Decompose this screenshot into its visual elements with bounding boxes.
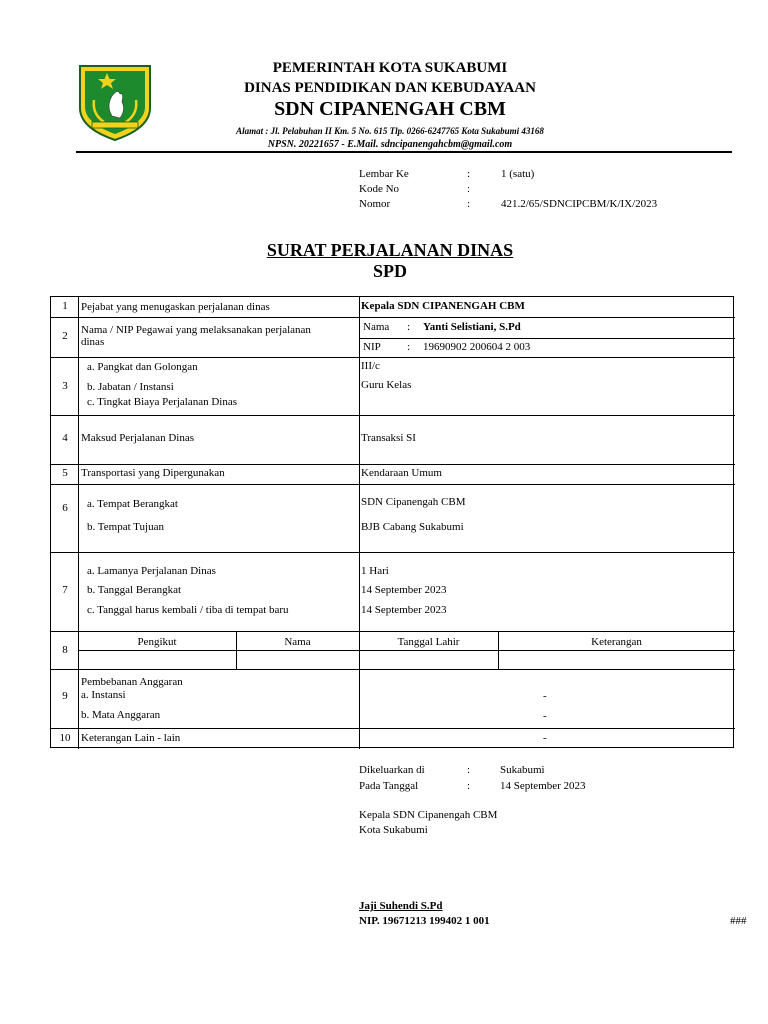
grid-line [78, 650, 735, 651]
header-department: DINAS PENDIDIKAN DAN KEBUDAYAAN [244, 80, 536, 96]
row-value: Guru Kelas [361, 379, 412, 391]
header-divider [76, 151, 732, 153]
row-number: 8 [62, 644, 68, 656]
meta-colon: : [467, 168, 471, 180]
nama-colon: : [407, 321, 411, 333]
row-value: BJB Cabang Sukabumi [361, 521, 464, 533]
header-government: PEMERINTAH KOTA SUKABUMI [272, 60, 508, 76]
row-number: 6 [62, 502, 68, 514]
meta-row [359, 183, 719, 198]
row-label: c. Tanggal harus kembali / tiba di tempat baru [87, 604, 289, 616]
corner-mark: ### [730, 915, 747, 927]
row-label: dinas [81, 336, 105, 348]
employee-nip: 19690902 200604 2 003 [423, 341, 531, 353]
grid-line [51, 415, 735, 416]
row-number: 7 [62, 584, 68, 596]
row-value: 1 Hari [361, 565, 389, 577]
row-number: 9 [62, 690, 68, 702]
document-subtitle: SPD [372, 261, 407, 281]
grid-line [51, 464, 735, 465]
row-value: - [543, 710, 547, 722]
meta-colon: : [467, 198, 471, 210]
row-label: a. Tempat Berangkat [87, 498, 178, 510]
row-label: b. Tempat Tujuan [87, 521, 164, 533]
grid-line [51, 552, 735, 553]
row-number: 1 [62, 300, 68, 312]
row-label: Maksud Perjalanan Dinas [81, 432, 195, 444]
row-value: 14 September 2023 [361, 604, 447, 616]
row-label: a. Lamanya Perjalanan Dinas [87, 565, 216, 577]
meta-row [359, 198, 719, 213]
nama-label: Nama [363, 321, 390, 333]
col-header-name: Nama [284, 636, 311, 648]
issued-label: Dikeluarkan di [359, 764, 425, 776]
issued-date: 14 September 2023 [500, 780, 586, 792]
grid-line [359, 338, 735, 339]
nip-label: NIP [363, 341, 381, 353]
row-number: 5 [62, 467, 68, 479]
issued-place: Sukabumi [500, 764, 545, 776]
spd-table [50, 296, 734, 748]
row-label: Keterangan Lain - lain [81, 732, 181, 744]
meta-row [359, 168, 719, 183]
city-emblem-logo [76, 62, 154, 142]
col-header-follower: Pengikut [137, 636, 177, 648]
col-header-birthdate: Tanggal Lahir [397, 636, 460, 648]
row-value: 14 September 2023 [361, 584, 447, 596]
meta-label: Nomor [359, 198, 391, 210]
row-label: Nama / NIP Pegawai yang melaksanakan perjalanan [81, 324, 311, 336]
row-label: a. Instansi [81, 689, 126, 701]
header-school-name: SDN CIPANENGAH CBM [274, 98, 506, 120]
grid-line [51, 669, 735, 670]
meta-label: Lembar Ke [359, 168, 409, 180]
nip-colon: : [407, 341, 411, 353]
grid-line [51, 484, 735, 485]
grid-line [78, 297, 79, 749]
row-label: Transportasi yang Dipergunakan [81, 467, 225, 479]
row-number: 2 [62, 330, 68, 342]
row-value: - [543, 732, 547, 744]
grid-line [51, 728, 735, 729]
grid-line [51, 357, 735, 358]
row-value: III/c [361, 360, 380, 372]
meta-value: 1 (satu) [501, 168, 535, 180]
signer-city: Kota Sukabumi [359, 824, 428, 836]
row-label: c. Tingkat Biaya Perjalanan Dinas [87, 396, 238, 408]
row-label: Pembebanan Anggaran [81, 676, 183, 688]
row-value: Transaksi SI [361, 432, 416, 444]
row-value: - [543, 690, 547, 702]
row-label: a. Pangkat dan Golongan [87, 361, 198, 373]
issued-colon: : [467, 764, 471, 776]
signer-nip: NIP. 19671213 199402 1 001 [359, 915, 490, 927]
signer-position: Kepala SDN Cipanengah CBM [359, 809, 498, 821]
meta-label: Kode No [359, 183, 400, 195]
header-npsn-email: NPSN. 20221657 - E.Mail. sdncipanengahcbm@gmail.com [267, 139, 513, 150]
date-label: Pada Tanggal [359, 780, 419, 792]
grid-line [51, 631, 735, 632]
letter-meta [359, 168, 719, 213]
meta-value: 421.2/65/SDNCIPCBM/K/IX/2023 [501, 198, 658, 210]
row-label: b. Jabatan / Instansi [87, 381, 174, 393]
row-number: 10 [59, 732, 71, 744]
row-number: 4 [62, 432, 68, 444]
row-label: b. Tanggal Berangkat [87, 584, 182, 596]
document-title: SURAT PERJALANAN DINAS [266, 240, 514, 260]
row-label: b. Mata Anggaran [81, 709, 161, 721]
grid-line [51, 317, 735, 318]
col-header-notes: Keterangan [591, 636, 642, 648]
employee-name: Yanti Selistiani, S.Pd [423, 321, 521, 333]
row-label: Pejabat yang menugaskan perjalanan dinas [81, 301, 270, 313]
signer-name: Jaji Suhendi S.Pd [359, 900, 443, 912]
row-value: SDN Cipanengah CBM [361, 496, 466, 508]
grid-line [359, 297, 360, 749]
row-number: 3 [62, 380, 68, 392]
date-colon: : [467, 780, 471, 792]
row-value: Kepala SDN CIPANENGAH CBM [361, 300, 525, 312]
row-value: Kendaraan Umum [361, 467, 442, 479]
meta-colon: : [467, 183, 471, 195]
header-address: Alamat : Jl. Pelabuhan II Km. 5 No. 615 Tlp. 0266-6247765 Kota Sukabumi 43168 [236, 126, 544, 136]
